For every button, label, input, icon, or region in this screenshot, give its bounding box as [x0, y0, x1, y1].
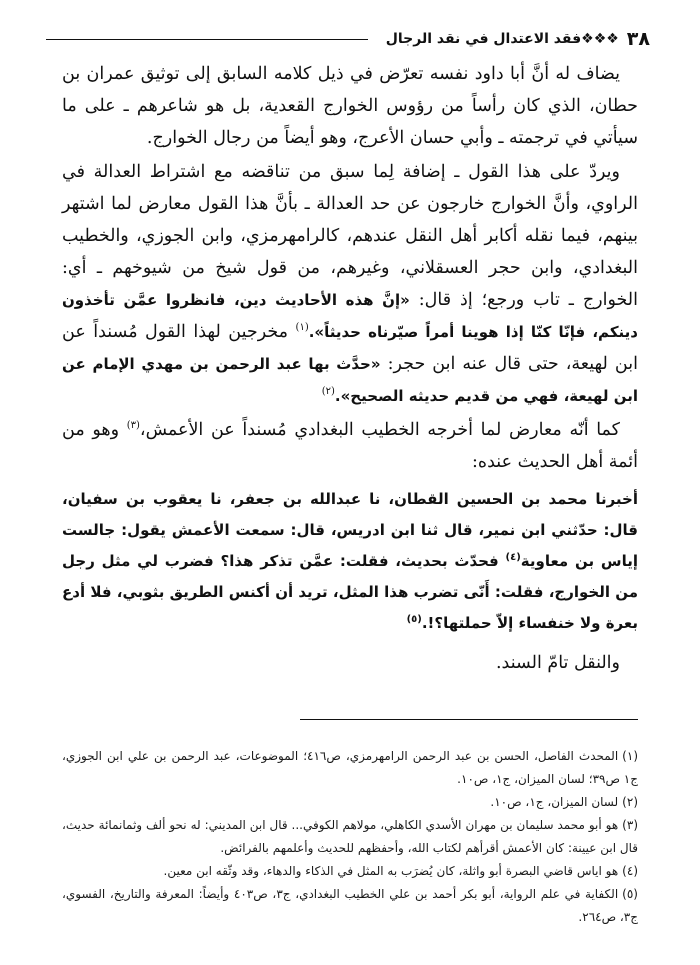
narration-text-middle: فحدّث بحديث، فقلت: عمَّن تذكر هذا؟ فضرب لي مثل رجل من الخوارج، فقلت: أَنّى تضرب هذا المثل، تريد أن أكنس الطريق بثوبي، فلا أدع بعرة ولا خنفساء إلاّ حملتها؟!.	[62, 552, 638, 632]
quote-ibn-hajar: «حدَّث بها عبد الرحمن بن مهدي الإمام عن ابن لهيعة، فهي من قديم حديثه الصحيح».	[62, 355, 638, 405]
paragraph-2	[62, 156, 638, 412]
closing-sentence: والنقل تامّ السند.	[495, 653, 620, 673]
running-header	[46, 28, 650, 50]
footnote-number: (١)	[622, 749, 638, 763]
footnote-ref-2[interactable]: (٢)	[321, 386, 335, 398]
paragraph-1	[62, 58, 638, 154]
footnote-separator	[300, 719, 638, 720]
footnote-3	[62, 814, 638, 860]
chapter-title: ❖❖❖فقد الاعتدال في نقد الرجال	[385, 31, 619, 47]
footnote-ref-1[interactable]: (١)	[295, 322, 309, 334]
footnote-ref-3[interactable]: (٣)	[126, 420, 140, 432]
footnote-number: (٤)	[622, 864, 638, 878]
paragraph-3-text-after: وهو من أئمة أهل الحديث عنده:	[62, 420, 638, 472]
header-rule	[46, 39, 368, 40]
footnote-number: (٢)	[622, 795, 638, 809]
footnote-ref-4[interactable]: (٤)	[505, 552, 521, 563]
paragraph-3	[62, 414, 638, 478]
footnote-number: (٥)	[622, 887, 638, 901]
footnote-2	[62, 791, 638, 814]
paragraph-2-text-middle: مخرجين لهذا القول مُسنداً عن ابن لهيعة، حتى قال عنه ابن حجر:	[62, 322, 638, 374]
paragraph-1-text: يضاف له أنَّ أبا داود نفسه تعرّض في ذيل كلامه السابق إلى توثيق عمران بن حطان، الذي كان رأساً من رؤوس الخوارج القعدية، بل هو شاعرهم ـ على ما سيأتي في ترجمته ـ وأبي حسان الأعرج، وهو أيضاً من رجال الخوارج.	[62, 64, 638, 148]
footnote-text: المحدث الفاصل، الحسن بن عبد الرحمن الرامهرمزي، ص٤١٦؛ الموضوعات، عبد الرحمن بن علي ابن الجوزي، ج١ ص٣٩؛ لسان الميزان، ج١، ص١٠.	[62, 749, 638, 786]
footnote-text: لسان الميزان، ج١، ص١٠.	[490, 795, 619, 809]
page-number: ٣٨	[626, 28, 650, 50]
quoted-narration	[62, 484, 638, 639]
footnote-text: الكفاية في علم الرواية، أبو بكر أحمد بن علي الخطيب البغدادي، ج٣، ص٤٠٣ وأيضاً: المعرفة والتاريخ، الفسوي، ج٣، ص٢٦٤.	[62, 887, 638, 924]
footnote-number: (٣)	[622, 818, 638, 832]
quote-hadith-warning: «إنَّ هذه الأحاديث دين، فانظروا عمَّن تأخذون دينكم، فإنّا كنّا إذا هوينا أمراً صيّرناه حديثاً».	[62, 291, 638, 341]
footnote-text: هو أبو محمد سليمان بن مهران الأسدي الكاهلي، مولاهم الكوفي... قال ابن المديني: له نحو ألف وثمانمائة حديث، قال ابن عيينة: كان الأعمش أقرأهم لكتاب الله، وأحفظهم للحديث وأعلمهم بالفرائض.	[62, 818, 638, 855]
footnote-text: هو اياس قاضي البصرة أبو واثلة، كان يُضرَب به المثل في الذكاء والدهاء، وقد وثّقه ابن معين.	[163, 864, 619, 878]
footnote-ref-5[interactable]: (٥)	[406, 614, 422, 625]
main-text	[62, 58, 638, 679]
footnote-4	[62, 860, 638, 883]
footnotes	[62, 745, 638, 929]
footnote-1	[62, 745, 638, 791]
paragraph-3-text-before: كما أنّه معارض لما أخرجه الخطيب البغدادي مُسنداً عن الأعمش،	[139, 420, 620, 440]
narration-text-before: أخبرنا محمد بن الحسين القطان، نا عبدالله بن جعفر، نا يعقوب بن سفيان، قال: حدّثني ابن نمير، قال ثنا ابن ادريس، قال: سمعت الأعمش يقول: جالست إياس بن معاوية	[62, 490, 638, 570]
footnote-5	[62, 883, 638, 929]
paragraph-2-text-before: ويردّ على هذا القول ـ إضافة لِما سبق من تناقضه مع اشتراط العدالة في الراوي، وأنَّ الخوارج خارجون عن حد العدالة ـ بأنَّ هذا القول معارض لما اشتهر بينهم، فيما نقله أكابر أهل النقل عندهم، كالرامهرمزي، وابن الجوزي، والخطيب البغدادي، وابن حجر العسقلاني، وغيرهم، من قول شيخ من شيوخهم ـ أي: الخوارج ـ تاب ورجع؛ إذ قال:	[62, 162, 638, 310]
